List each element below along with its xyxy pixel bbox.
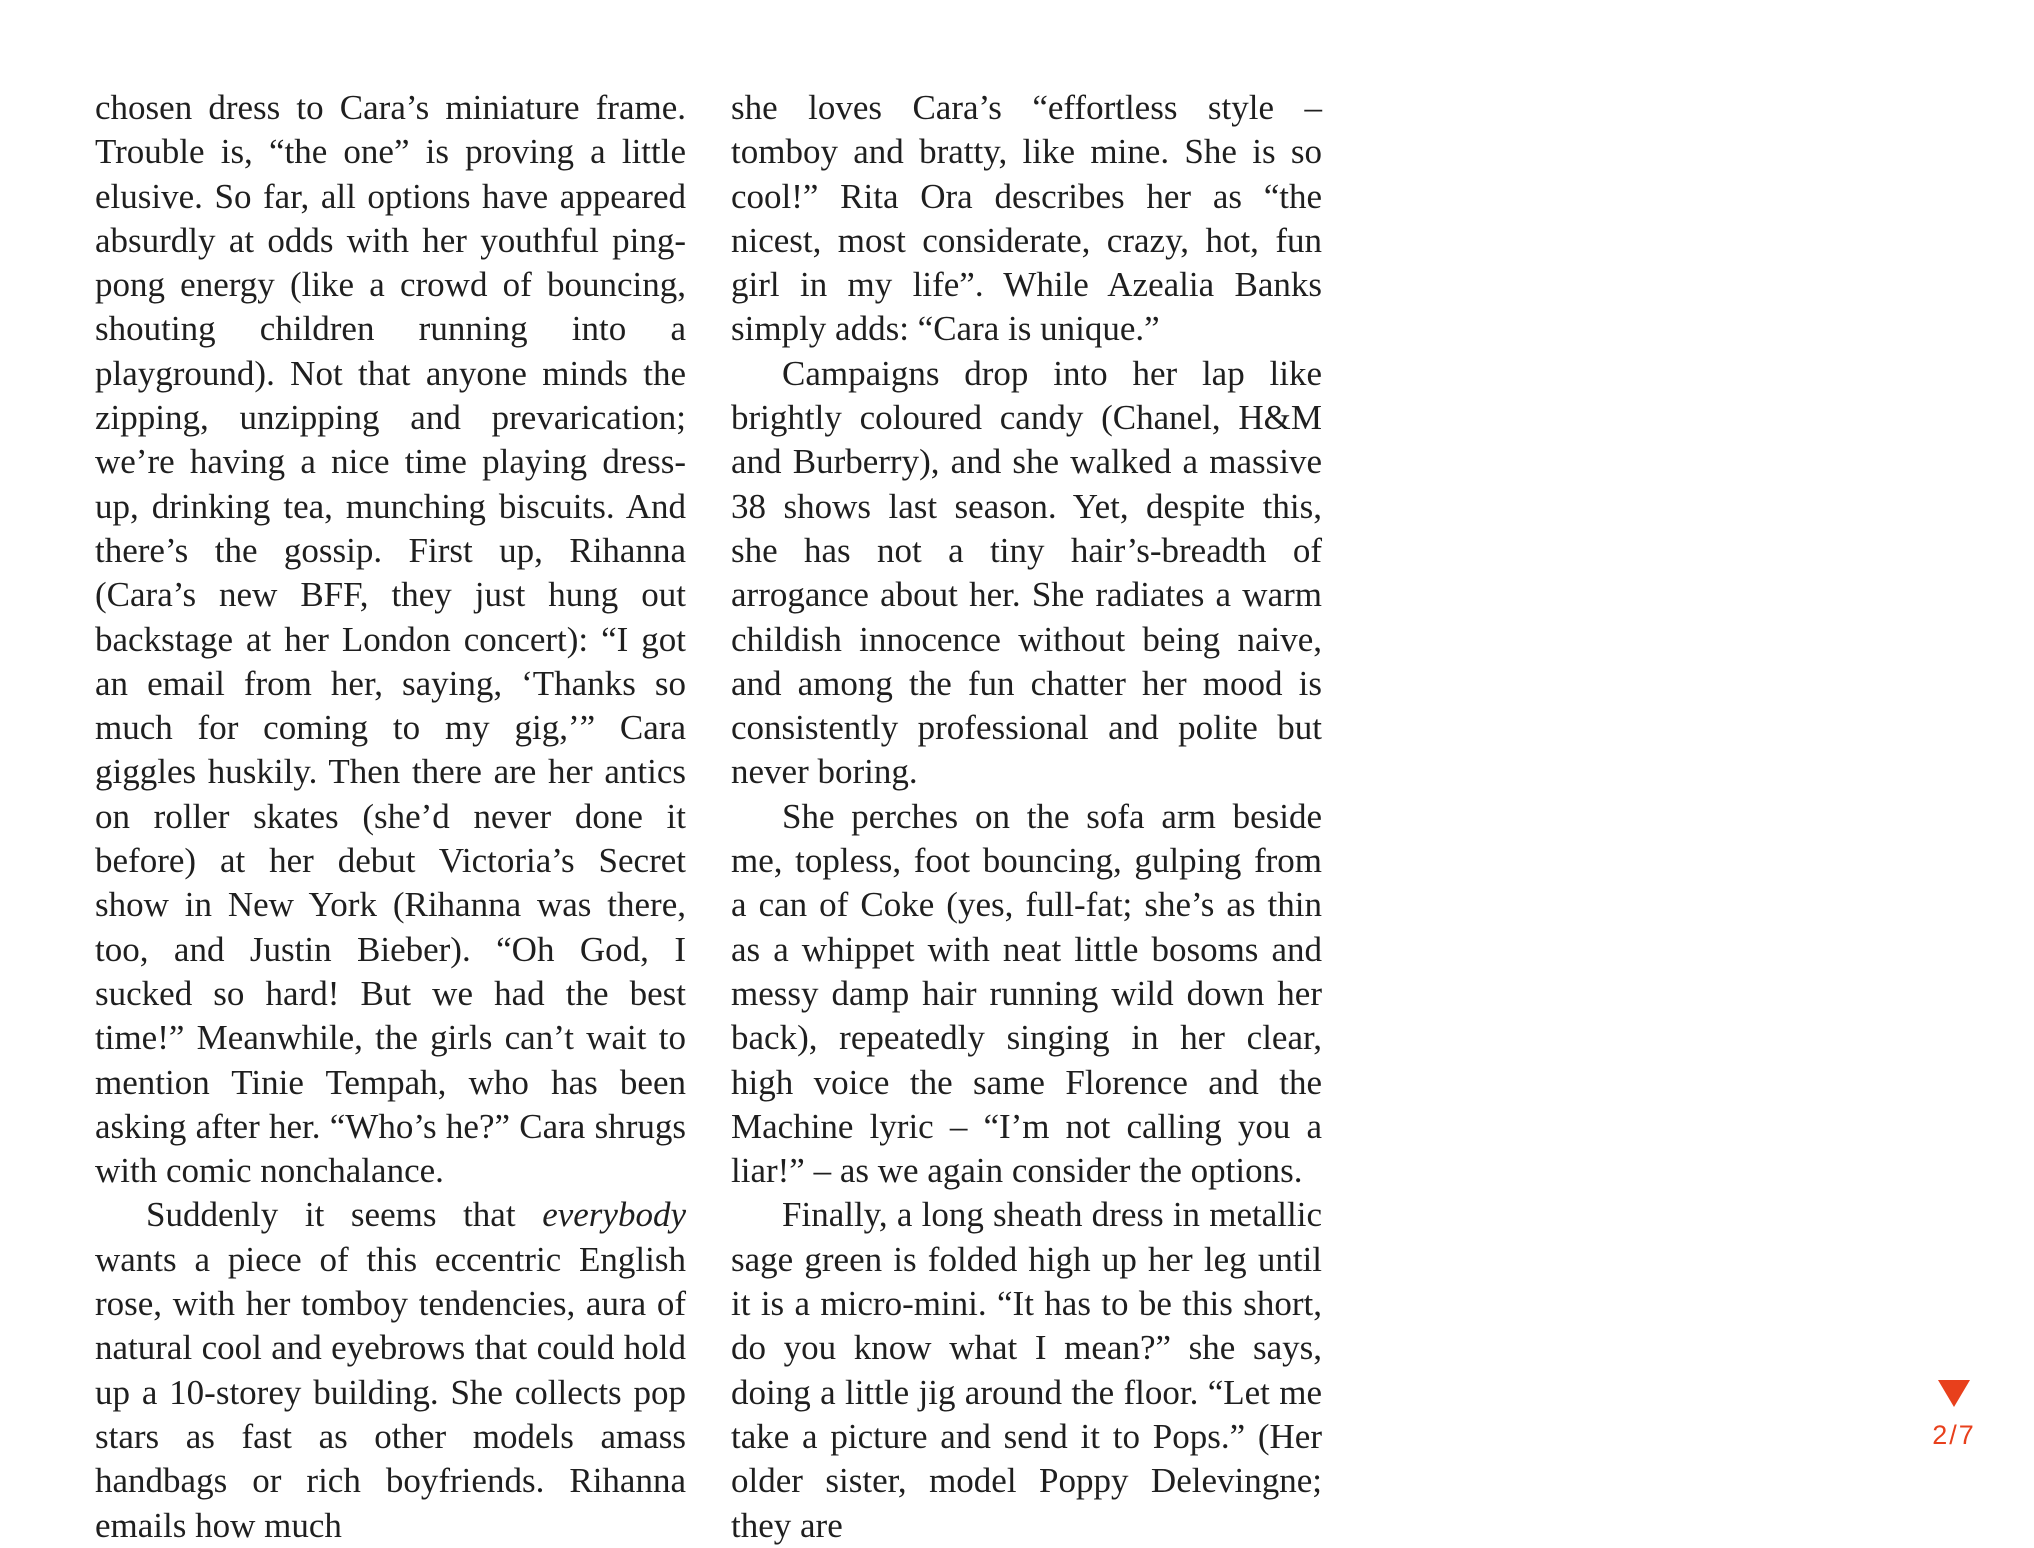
article-paragraph [95,1193,686,1547]
page-indicator: 2/7 [1932,1420,1976,1450]
emphasis-text: everybody [542,1195,686,1235]
article-column-left [95,86,686,1548]
paragraph-text: Suddenly it seems that [146,1195,543,1235]
article-paragraph: Campaigns drop into her lap like brightly coloured candy (Chanel, H&M and Burberry), and she walked a massive 38 shows last season. Yet, despite this, she has not a tiny hair’s-breadth of arrogance about her. She radiates a warm childish innocence without being naive, and among the fun chatter her mood is consistently professional and polite but never boring. [731,353,1322,792]
page-navigation [1922,1380,1986,1460]
paragraph-text: wants a piece of this eccentric English rose, with her tomboy tendencies, aura of natural cool and eyebrows that could hold up a 10-storey building. She collects pop stars as fast as other models amass handbags or rich boyfriends. Rihanna emails how much [95,1239,686,1545]
article-paragraph: Finally, a long sheath dress in metallic sage green is folded high up her leg until it is a micro-mini. “It has to be this short, do you know what I mean?” she says, doing a little jig around the floor. “Let me take a picture and send it to Pops.” (Her older sister, model Poppy Delevingne; they are [731,1195,1322,1545]
triangle-down-icon[interactable] [1938,1380,1970,1407]
article-paragraph: she loves Cara’s “effortless style – tomboy and bratty, like mine. She is so cool!” Rita Ora describes her as “the nicest, most considerate, crazy, hot, fun girl in my life”. While Azealia Banks simply adds: “Cara is unique.” [731,88,1322,349]
article-paragraph: She perches on the sofa arm beside me, topless, foot bouncing, gulping from a can of Coke (yes, full-fat; she’s as thin as a whippet with neat little bosoms and messy damp hair running wild down her back), repeatedly singing in her clear, high voice the same Florence and the Machine lyric – “I’m not calling you a liar!” – as we again consider the options. [731,796,1322,1191]
article-paragraph: chosen dress to Cara’s miniature frame. Trouble is, “the one” is proving a little elusive. So far, all options have appeared absurdly at odds with her youthful ping-pong energy (like a crowd of bouncing, shouting children running into a playground). Not that anyone minds the zipping, unzipping and prevarication; we’re having a nice time playing dress-up, drinking tea, munching biscuits. And there’s the gossip. First up, Rihanna (Cara’s new BFF, they just hung out backstage at her London concert): “I got an email from her, saying, ‘Thanks so much for coming to my gig,’” Cara giggles huskily. Then there are her antics on roller skates (she’d never done it before) at her debut Victoria’s Secret show in New York (Rihanna was there, too, and Justin Bieber). “Oh God, I sucked so hard! But we had the best time!” Meanwhile, the girls can’t wait to mention Tinie Tempah, who has been asking after her. “Who’s he?” Cara shrugs with comic nonchalance. [95,88,686,1191]
article-column-right [731,86,1322,1548]
